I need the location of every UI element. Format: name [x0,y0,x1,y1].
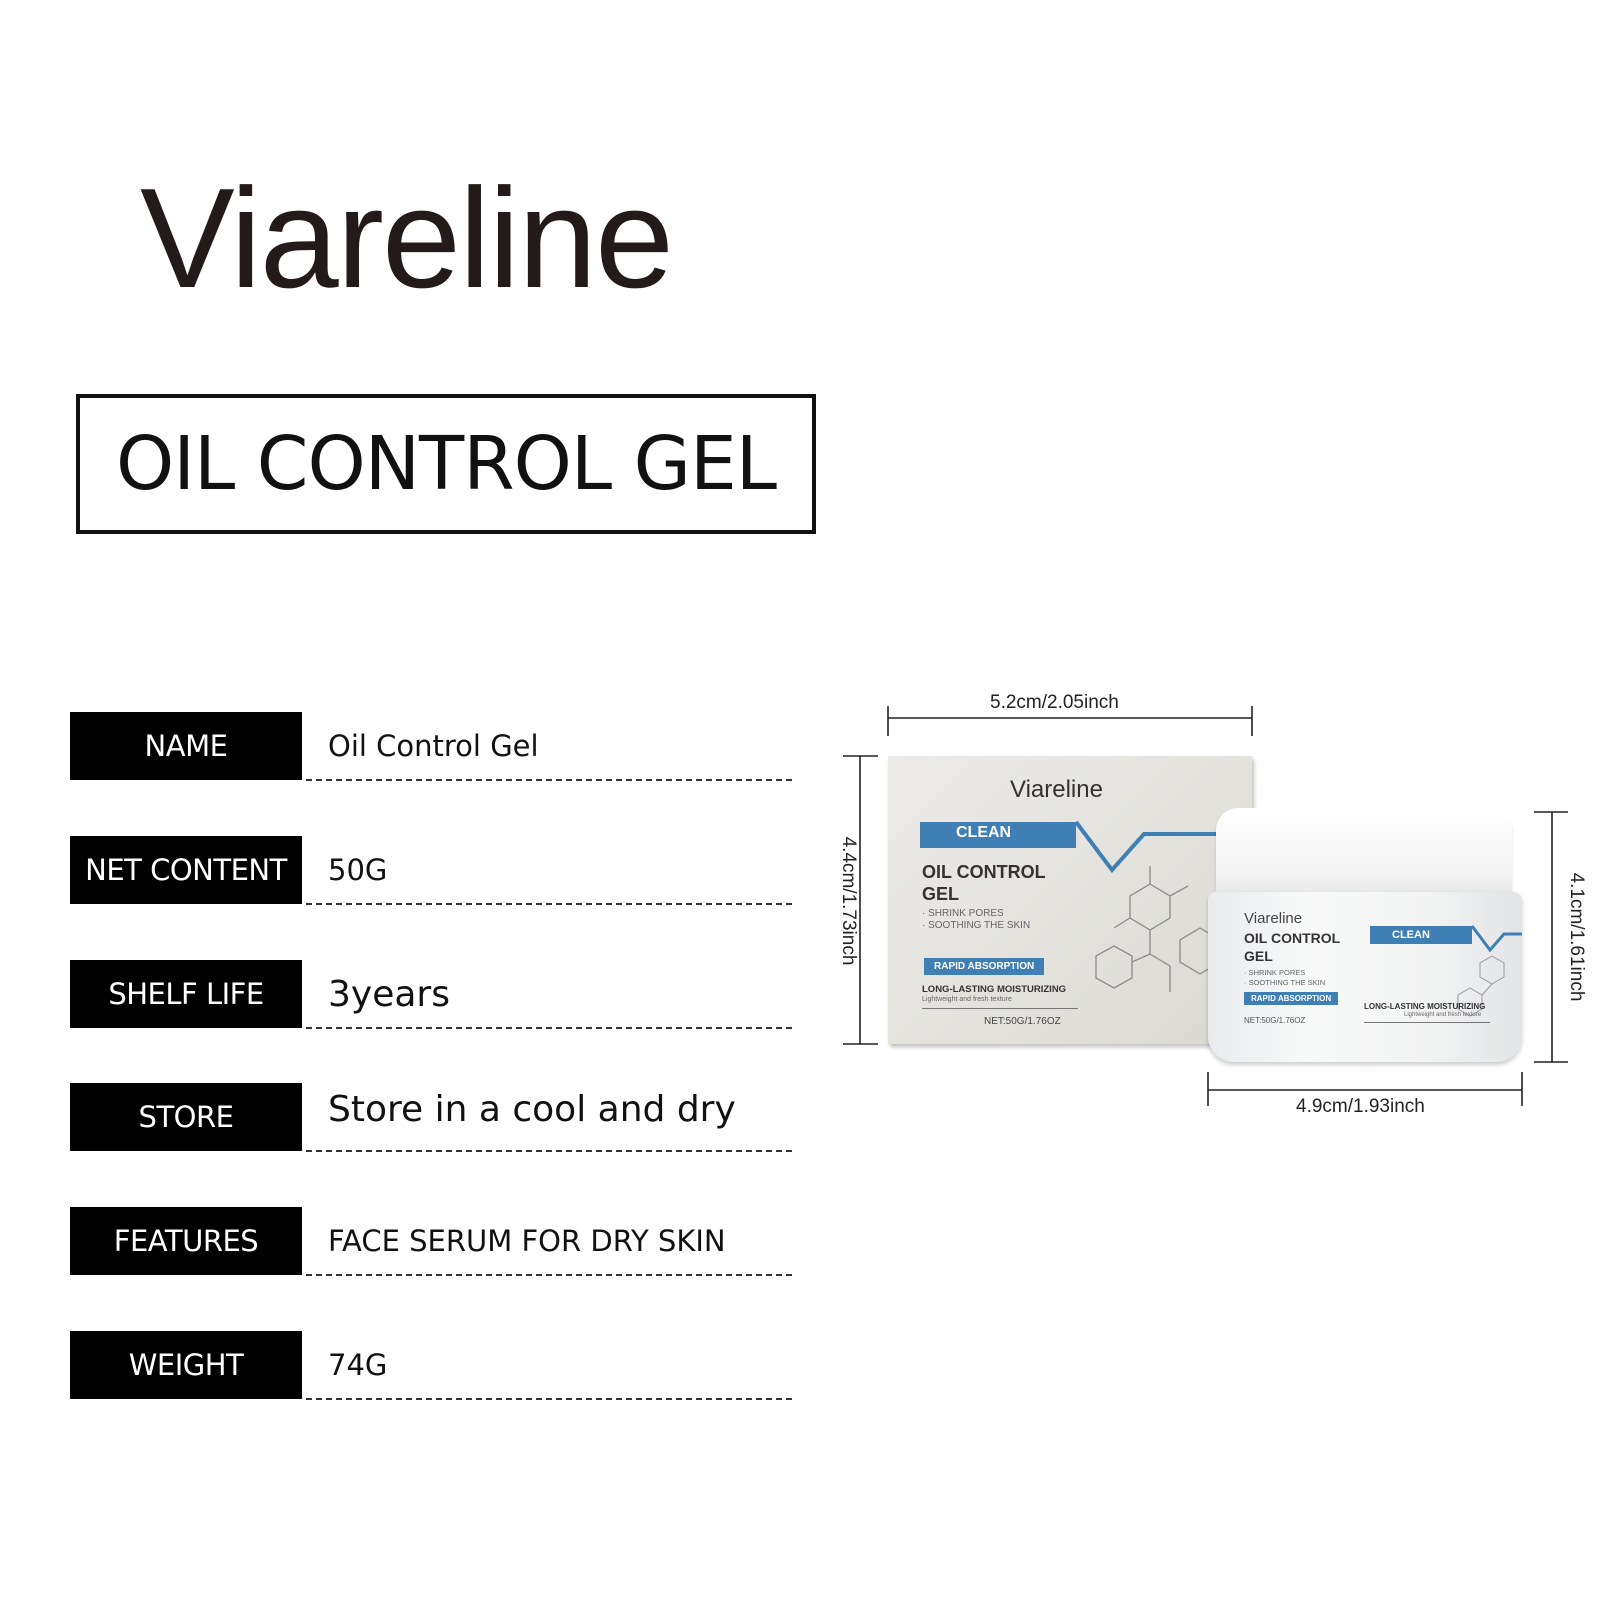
spec-value: Store in a cool and dry [328,1088,736,1130]
box-brand: Viareline [1010,776,1103,803]
spec-label: STORE [70,1083,302,1151]
box-product-line2: GEL [922,884,960,904]
box-bullet2: · SOOTHING THE SKIN [922,920,1031,931]
jar-lid [1216,808,1512,900]
box-claim: LONG-LASTING MOISTURIZING [922,984,1067,995]
jar-product-line2: GEL [1244,948,1273,964]
jar-net: NET:50G/1.76OZ [1244,1016,1306,1025]
jar-divider [1364,1022,1490,1023]
box-product-line1: OIL CONTROL [922,862,1046,882]
box-width-label: 5.2cm/2.05inch [990,692,1119,713]
spec-label: WEIGHT [70,1331,302,1399]
jar-badge: RAPID ABSORPTION [1244,992,1338,1005]
spec-value: 74G [328,1348,388,1382]
box-net: NET:50G/1.76OZ [984,1016,1061,1027]
spec-value: 50G [328,853,388,887]
product-jar-image [1208,808,1522,1062]
spec-label: SHELF LIFE [70,960,302,1028]
spec-value: FACE SERUM FOR DRY SKIN [328,1224,726,1258]
box-divider [922,1008,1078,1009]
jar-width-label: 4.9cm/1.93inch [1296,1096,1425,1117]
molecule-icon [1096,866,1220,992]
jar-body [1208,892,1522,1062]
jar-tag: CLEAN [1392,929,1430,941]
jar-product-line1: OIL CONTROL [1244,930,1341,946]
product-box-image [888,756,1252,1044]
brand-wordmark: Viareline [140,159,672,318]
box-claim-sub: Lightweight and fresh texture [922,996,1012,1003]
box-tag: CLEAN [956,824,1012,841]
box-bullet1: · SHRINK PORES [922,908,1004,919]
box-height-label: 4.4cm/1.73inch [838,836,859,966]
jar-brand: Viareline [1244,910,1303,927]
spec-label: NET CONTENT [70,836,302,904]
jar-height-label: 4.1cm/1.61inch [1566,872,1587,1002]
jar-claim-sub: Lightweight and fresh texture [1404,1012,1482,1018]
spec-label: FEATURES [70,1207,302,1275]
jar-bullet1: · SHRINK PORES [1244,968,1306,977]
product-title: OIL CONTROL GEL [115,421,777,507]
jar-claim: LONG-LASTING MOISTURIZING [1364,1002,1486,1011]
box-badge: RAPID ABSORPTION [924,958,1044,975]
spec-label: NAME [70,712,302,780]
spec-value: Oil Control Gel [328,729,539,763]
spec-value: 3years [328,973,450,1015]
jar-bullet2: · SOOTHING THE SKIN [1244,978,1326,987]
